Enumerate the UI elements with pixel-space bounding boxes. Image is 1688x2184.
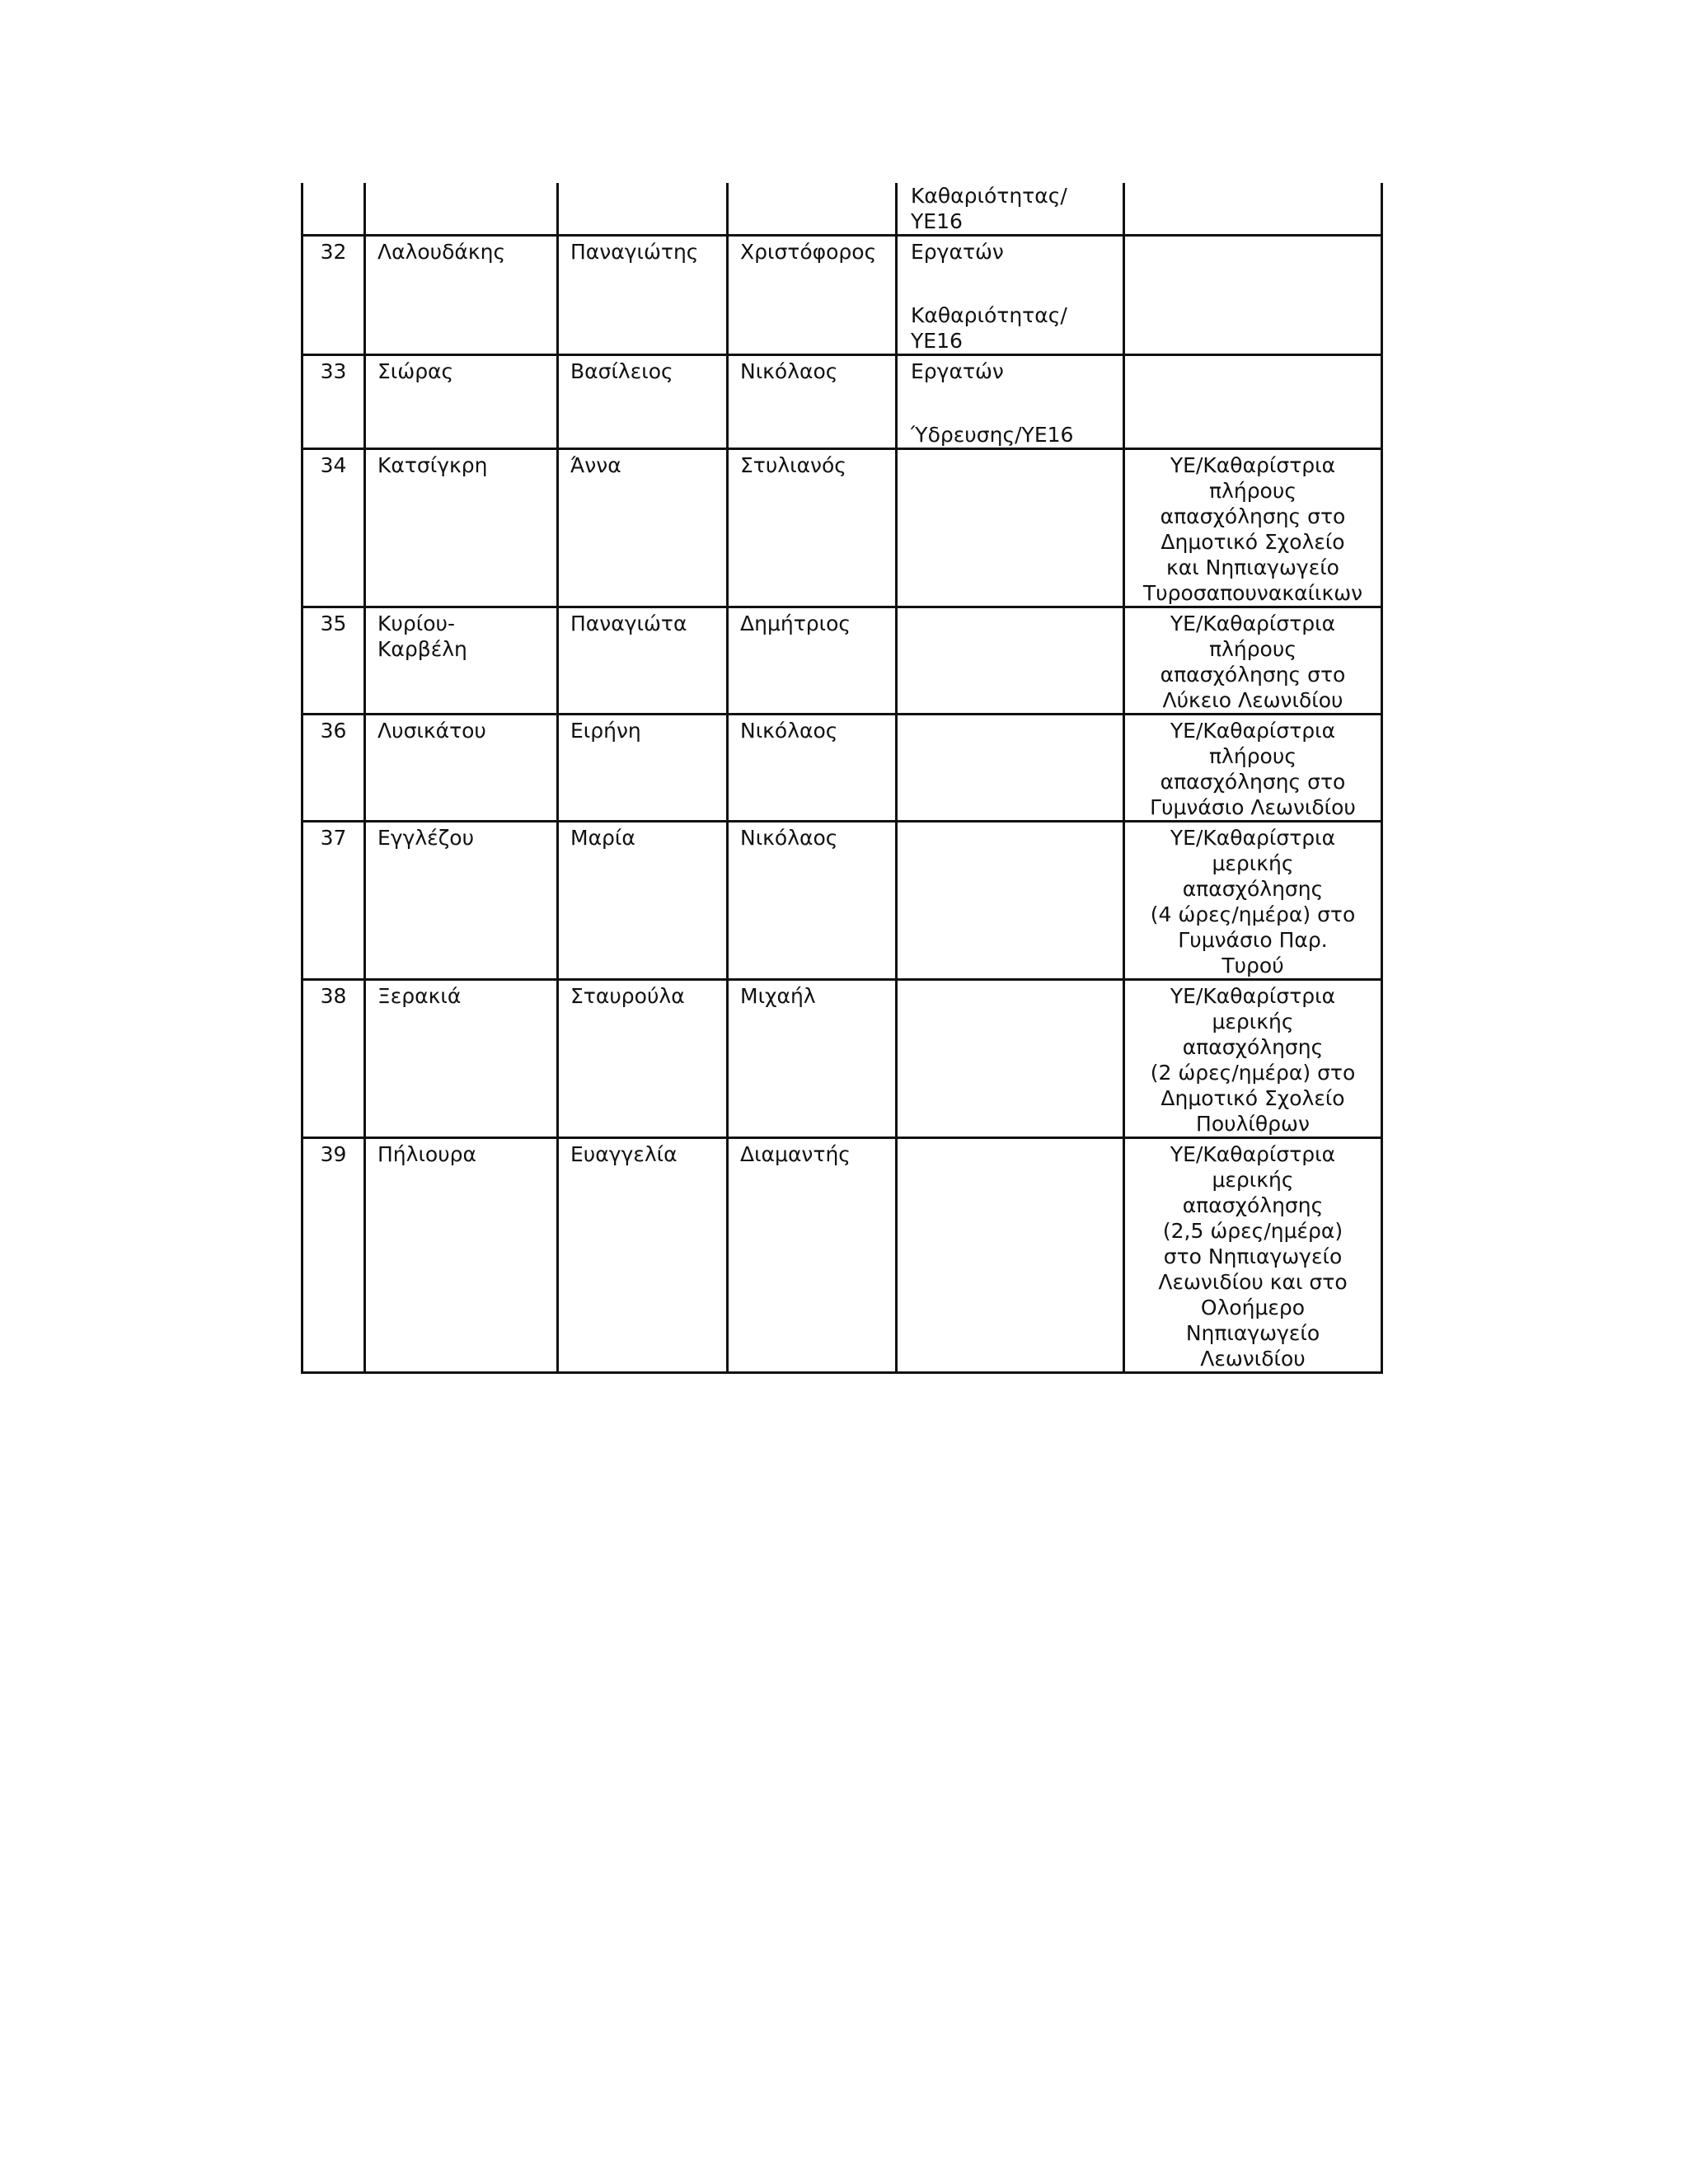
- table-row: [302, 607, 1382, 715]
- fathers-name: Νικόλαος: [740, 359, 838, 383]
- cell-post: [897, 607, 1124, 715]
- note-line: (2,5 ώρες/ημέρα): [1162, 1219, 1343, 1243]
- table-row: [302, 980, 1382, 1138]
- fathers-name: Μιχαήλ: [740, 984, 816, 1008]
- note-line: ΥΕ/Καθαρίστρια: [1170, 984, 1336, 1008]
- post-line: Καθαριότητας/ΥΕ16: [911, 303, 1067, 353]
- row-number: 37: [320, 826, 347, 850]
- cell-first-name: [558, 822, 728, 980]
- cell-surname: [365, 822, 558, 980]
- note-line: Νηπιαγωγείο: [1185, 1321, 1320, 1345]
- cell-fathers-name: [728, 355, 897, 449]
- first-name: Σταυρούλα: [570, 984, 685, 1008]
- cell-post: [897, 822, 1124, 980]
- table-row: [302, 715, 1382, 822]
- cell-post: [897, 449, 1124, 607]
- cell-surname: [365, 355, 558, 449]
- note-line: ΥΕ/Καθαρίστρια: [1170, 612, 1336, 635]
- note-line: απασχόλησης στο: [1160, 663, 1346, 687]
- cell-post: [897, 980, 1124, 1138]
- cell-num: [302, 183, 365, 236]
- surname-line: Σιώρας: [377, 359, 454, 383]
- cell-num: [302, 822, 365, 980]
- table-row: [302, 822, 1382, 980]
- row-number: 38: [320, 984, 347, 1008]
- note-line: Δημοτικό Σχολείο: [1160, 530, 1345, 554]
- first-name: Ευαγγελία: [570, 1142, 678, 1166]
- row-number: 32: [320, 240, 347, 264]
- table-row: [302, 1138, 1382, 1373]
- cell-num: [302, 715, 365, 822]
- surname-line: Κυρίου-: [377, 612, 455, 635]
- note-line: πλήρους: [1209, 479, 1296, 503]
- cell-first-name: [558, 449, 728, 607]
- note-line: Γυμνάσιο Λεωνιδίου: [1150, 795, 1356, 819]
- cell-fathers-name: [728, 715, 897, 822]
- cell-fathers-name: [728, 236, 897, 355]
- note-line: Δημοτικό Σχολείο: [1160, 1086, 1345, 1110]
- surname-line: Καρβέλη: [377, 637, 467, 661]
- cell-surname: [365, 715, 558, 822]
- first-name: Παναγιώτα: [570, 612, 687, 635]
- note-line: Τυρού: [1221, 954, 1284, 977]
- note-line: απασχόλησης: [1182, 1035, 1324, 1059]
- note-line: Γυμνάσιο Παρ.: [1178, 928, 1328, 952]
- first-name: Παναγιώτης: [570, 240, 699, 264]
- row-number: 34: [320, 453, 347, 477]
- note-line: (4 ώρες/ημέρα) στο: [1150, 902, 1356, 926]
- note-line: μερικής: [1212, 1168, 1294, 1192]
- cell-note: [1124, 715, 1382, 822]
- cell-num: [302, 607, 365, 715]
- cell-first-name: [558, 980, 728, 1138]
- cell-num: [302, 355, 365, 449]
- surname-line: Λαλουδάκης: [377, 240, 506, 264]
- first-name: Ειρήνη: [570, 719, 641, 743]
- note-line: (2 ώρες/ημέρα) στο: [1150, 1061, 1356, 1085]
- first-name: Μαρία: [570, 826, 635, 850]
- cell-fathers-name: [728, 449, 897, 607]
- cell-num: [302, 236, 365, 355]
- cell-note: [1124, 822, 1382, 980]
- cell-note: [1124, 1138, 1382, 1373]
- cell-first-name: [558, 236, 728, 355]
- cell-note: [1124, 355, 1382, 449]
- note-line: ΥΕ/Καθαρίστρια: [1170, 719, 1336, 743]
- row-number: 33: [320, 359, 347, 383]
- fathers-name: Δημήτριος: [740, 612, 851, 635]
- cell-num: [302, 980, 365, 1138]
- continuation-row: [302, 183, 1382, 236]
- note-line: ΥΕ/Καθαρίστρια: [1170, 826, 1336, 850]
- first-name: Βασίλειος: [570, 359, 673, 383]
- cell-first-name: [558, 355, 728, 449]
- cell-fathers-name: [728, 980, 897, 1138]
- surname-line: Λυσικάτου: [377, 719, 486, 743]
- fathers-name: Χριστόφορος: [740, 240, 877, 264]
- note-line: απασχόλησης: [1182, 877, 1324, 901]
- row-number: 35: [320, 612, 347, 635]
- cell-post: [897, 355, 1124, 449]
- post-gap: [911, 384, 1118, 422]
- cell-first-name: [558, 715, 728, 822]
- post-gap: [911, 265, 1118, 302]
- table-row: [302, 236, 1382, 355]
- surname-line: Πήλιουρα: [377, 1142, 477, 1166]
- note-line: στο Νηπιαγωγείο: [1163, 1244, 1343, 1268]
- note-line: Τυροσαπουνακαίικων: [1142, 581, 1363, 605]
- note-line: πλήρους: [1209, 744, 1296, 768]
- cell-surname: [365, 183, 558, 236]
- surname-line: Εγγλέζου: [377, 826, 475, 850]
- cell-note: [1124, 980, 1382, 1138]
- cell-surname: [365, 607, 558, 715]
- note-line: Λύκειο Λεωνιδίου: [1162, 688, 1343, 712]
- cell-fathers-name: [728, 822, 897, 980]
- cell-surname: [365, 236, 558, 355]
- cell-num: [302, 449, 365, 607]
- note-line: απασχόλησης στο: [1160, 504, 1346, 528]
- cell-first-name: [558, 1138, 728, 1373]
- post-line: Ύδρευσης/ΥΕ16: [911, 423, 1074, 447]
- cell-surname: [365, 980, 558, 1138]
- cell-note: [1124, 236, 1382, 355]
- note-line: ΥΕ/Καθαρίστρια: [1170, 1142, 1336, 1166]
- cell-surname: [365, 449, 558, 607]
- cell-fathers-name: [728, 1138, 897, 1373]
- table-row: [302, 355, 1382, 449]
- cell-post: [897, 236, 1124, 355]
- staff-table: [301, 183, 1383, 1374]
- fathers-name: Στυλιανός: [740, 453, 846, 477]
- note-line: ΥΕ/Καθαρίστρια: [1170, 453, 1336, 477]
- row-number: 36: [320, 719, 347, 743]
- cell-first-name: [558, 183, 728, 236]
- cell-note: [1124, 183, 1382, 236]
- note-line: πλήρους: [1209, 637, 1296, 661]
- post-line: Εργατών: [911, 359, 1004, 383]
- note-line: Πουλίθρων: [1196, 1112, 1310, 1136]
- cell-post: [897, 183, 1124, 236]
- fathers-name: Διαμαντής: [740, 1142, 851, 1166]
- note-line: Ολοήμερο: [1200, 1296, 1306, 1319]
- table-row: [302, 449, 1382, 607]
- note-line: και Νηπιαγωγείο: [1166, 555, 1339, 579]
- surname-line: Κατσίγκρη: [377, 453, 488, 477]
- note-line: μερικής: [1212, 1010, 1294, 1033]
- surname-line: Ξερακιά: [377, 984, 462, 1008]
- note-line: απασχόλησης στο: [1160, 770, 1346, 794]
- cell-post: [897, 715, 1124, 822]
- cell-fathers-name: [728, 607, 897, 715]
- fathers-name: Νικόλαος: [740, 826, 838, 850]
- note-line: Λεωνιδίου: [1200, 1347, 1306, 1371]
- post-line: Εργατών: [911, 240, 1004, 264]
- cell-num: [302, 1138, 365, 1373]
- cell-note: [1124, 607, 1382, 715]
- staff-table-body: [302, 183, 1382, 1373]
- row-number: 39: [320, 1142, 347, 1166]
- post-line: Καθαριότητας/ΥΕ16: [911, 184, 1067, 233]
- fathers-name: Νικόλαος: [740, 719, 838, 743]
- note-line: απασχόλησης: [1182, 1193, 1324, 1217]
- cell-first-name: [558, 607, 728, 715]
- cell-fathers-name: [728, 183, 897, 236]
- cell-note: [1124, 449, 1382, 607]
- first-name: Άννα: [570, 453, 621, 477]
- note-line: Λεωνιδίου και στο: [1158, 1270, 1348, 1294]
- note-line: μερικής: [1212, 851, 1294, 875]
- cell-post: [897, 1138, 1124, 1373]
- cell-surname: [365, 1138, 558, 1373]
